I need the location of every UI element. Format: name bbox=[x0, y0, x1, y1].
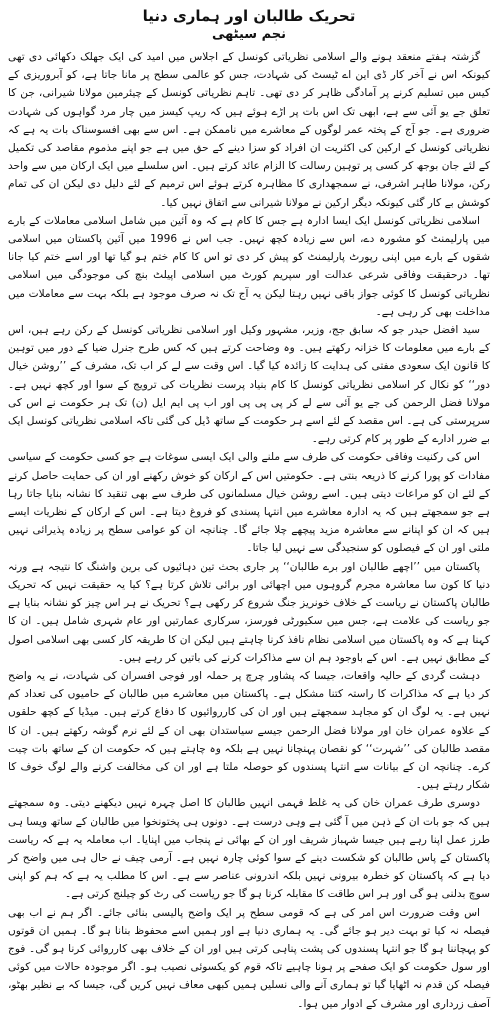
article-body bbox=[8, 48, 490, 1013]
paragraph: گزشتہ ہفتے منعقد ہونے والے اسلامی نظریاتی کونسل کے اجلاس میں امید کی ایک جھلک دکھائی دی تھی کیونکہ اس نے آخر کار ڈی این اے ٹیسٹ کی شہادت، جس کو عالمی سطح پر مانا جاتا ہے، کو آبروریزی کے کیس میں تسلیم کرنے پر آمادگی ظاہر کر دی تھی۔ تاہم نظریاتی کونسل کے چیئرمین مولانا شیرانی، جن کا تعلق جے یو آئی سے ہے، ابھی تک اس بات پر اڑے ہوئے ہیں کہ ریپ کیسز میں چار مرد گواہوں کی شہادت ضروری ہے۔ جو آج کے پختہ عمر لوگوں کے معاشرے میں ناممکن ہے۔ اس سے بھی افسوسناک بات یہ ہے کہ نظریاتی کونسل کے ارکین کی اکثریت ان افراد کو سزا دینے کے حق میں ہے جو اپنے مذموم مقاصد کی تکمیل کے لئے جان بوجھ کر کسی پر توہین رسالت کا الزام عائد کرتے ہیں۔ اس سلسلے میں ایک ارکان میں سے واحد رکن، مولانا طاہر اشرفی، نے سمجھداری کا مظاہرہ کرتے ہوئے اس ترمیم کے لئے دلیل دی لیکن ان کی تمام کوشش بے کار گئی کیونکہ دیگر ارکین نے مولانا شیرانی سے اتفاق نہیں کیا۔ bbox=[8, 51, 490, 209]
paragraph: دوسری طرف عمران خان کی یہ غلط فہمی انہیں طالبان کا اصل چہرہ نہیں دیکھنے دیتی۔ وہ سمجھتے ہیں کہ جو بات ان کے ذہن میں آ گئی ہے وہی درست ہے۔ دونوں ہی پختونخوا میں طالبان کے ساتھ ویسا ہی طرز عمل اپنا رہے ہیں جیسا شہباز شریف اور ان کے بھائی نے پنجاب میں اپنایا۔ اب معاملہ یہ ہے کہ ریاست پاکستان کے پاس طالبان کو شکست دینے کے سوا کوئی چارہ نہیں ہے۔ آرمی چیف نے حال ہی میں واضح کر دیا ہے کہ پاکستان کو خطرہ بیرونی نہیں بلکہ اندرونی عناصر سے ہے۔ اس کا مطلب یہ ہے کہ ہم کو اپنی سوچ بدلنی ہو گی اور ہر اس طاقت کا مقابلہ کرنا ہو گا جو ریاست کی رٹ کو چیلنج کرتی ہے۔ bbox=[8, 797, 490, 901]
paragraph: دہشت گردی کے حالیہ واقعات، جیسا کہ پشاور چرچ پر حملہ اور فوجی افسران کی شہادت، نے یہ واضح کر دیا ہے کہ مذاکرات کا راستہ کتنا مشکل ہے۔ پاکستان میں معاشرے میں طالبان کے حامیوں کی تعداد کم نہیں ہے۔ یہ لوگ ان کو مجاہد سمجھتے ہیں اور ان کی کارروائیوں کا دفاع کرتے ہیں۔ میڈیا کے کچھ حلقوں کے علاوہ عمران خان اور مولانا فضل الرحمن جیسے سیاستدان بھی ان کے لئے نرم گوشہ رکھتے ہیں۔ ان کا مقصد طالبان کی ’’شہرت‘‘ کو نقصان پہنچانا نہیں ہے بلکہ وہ چاہتے ہیں کہ حکومت ان کے ساتھ بات چیت کرے۔ چنانچہ ان کے بیانات سے انتہا پسندوں کو حوصلہ ملتا ہے اور ان کی مخالفت کرنے والے لوگ خوف کا شکار رہتے ہیں۔ bbox=[8, 669, 490, 792]
paragraph: پاکستان میں ’’اچھے طالبان اور برے طالبان‘‘ پر جاری بحث تین دہائیوں کی برین واشنگ کا نتیجہ ہے ورنہ دنیا کا کون سا معاشرہ مجرم گروہوں میں اچھائی اور برائی تلاش کرتا ہے؟ کیا یہ حقیقت نہیں کہ تحریک طالبان پاکستان نے ریاست کے خلاف خونریز جنگ شروع کر رکھی ہے؟ تحریک نے ہر اس چیز کو نشانہ بنایا ہے جو ریاست کی علامت ہے، جس میں سکیورٹی فورسز، سرکاری عمارتیں اور عام شہری شامل ہیں۔ ان کا کہنا ہے کہ وہ پاکستان میں اسلامی نظام نافذ کرنا چاہتے ہیں لیکن ان کا طریقہ کار کسی بھی اسلامی اصول کے مطابق نہیں ہے۔ اس کے باوجود ہم ان سے مذاکرات کرنے کی باتیں کر رہے ہیں۔ bbox=[8, 560, 490, 664]
paragraph: اسلامی نظریاتی کونسل ایک ایسا ادارہ ہے جس کا کام ہے کہ وہ آئین میں شامل اسلامی معاملات کے بارے میں پارلیمنٹ کو مشورہ دے، اس سے زیادہ کچھ نہیں۔ جب اس نے 1996 میں آئین پاکستان میں اسلامی شقوں کے بارے میں اپنی رپورٹ پارلیمنٹ کو پیش کر دی تو اس کا کام ختم ہو گیا تھا اور اسے ختم کیا جانا تھا۔ درحقیقت وفاقی شرعی عدالت اور سپریم کورٹ میں اسلامی اپیلٹ بنچ کی موجودگی میں اسلامی نظریاتی کونسل کا کوئی جواز باقی نہیں رہتا لیکن یہ آج تک نہ صرف موجود ہے بلکہ بہت سے معاملات میں مداخلت بھی کر رہی ہے۔ bbox=[8, 214, 490, 318]
paragraph: اس وقت ضرورت اس امر کی ہے کہ قومی سطح پر ایک واضح پالیسی بنائی جائے۔ اگر ہم نے اب بھی فیصلہ نہ کیا تو بہت دیر ہو جائے گی۔ یہ ہماری دنیا ہے اور ہمیں اسے محفوظ بنانا ہو گا۔ ہمیں ان قوتوں کو پہچاننا ہو گا جو انتہا پسندوں کی پشت پناہی کرتی ہیں اور ان کے خلاف بھی کارروائی کرنا ہو گی۔ فوج اور سول حکومت کو ایک صفحے پر ہونا چاہیے تاکہ قوم کو یکسوئی نصیب ہو۔ اگر موجودہ حالات میں کوئی فیصلہ کن قدم نہ اٹھایا گیا تو ہماری آنے والی نسلیں ہمیں کبھی معاف نہیں کریں گی، جیسا کہ بے نظیر بھٹو، آصف زرداری اور مشرف کے ادوار میں ہوا۔ bbox=[8, 906, 490, 1010]
paragraph: سید افضل حیدر جو کہ سابق جج، وزیر، مشہور وکیل اور اسلامی نظریاتی کونسل کے رکن رہے ہیں، اس کے بارے میں معلومات کا خزانہ رکھتے ہیں۔ وہ وضاحت کرتے ہیں کہ کس طرح جنرل ضیا کے دور میں توہین کا قانون ایک سعودی مفتی کی ہدایت کا زائدہ کیا گیا۔ اس وقت سے لے کر اب تک، مشرف کے ’’روشن خیال دور‘‘ کو نکال کر اسلامی نظریاتی کونسل کا کام بنیاد پرست نظریات کی ترویج کے سوا اور کچھ نہیں ہے۔ مولانا فضل الرحمن کی جے یو آئی سے لے کر پی پی پی اور اب پی ایم ایل (ن) تک ہر حکومت نے اس کی سرپرستی کی ہے۔ اس مقصد کے لئے اسے ہر حکومت کے ساتھ ڈیل کی گئی تاکہ اسلامی نظریاتی کونسل ایک بے ضرر ادارے کے طور پر کام کرتی رہے۔ bbox=[8, 324, 490, 446]
paragraph: اس کی رکنیت وفاقی حکومت کی طرف سے ملنے والی ایک ایسی سوغات ہے جو کسی حکومت کے سیاسی مفادات کو پورا کرنے کا ذریعہ بنتی ہے۔ حکومتیں اس کے ارکان کو خوش رکھنے اور ان کی حمایت حاصل کرنے کے لئے ان کو مراعات دیتی ہیں۔ اسے روشن خیال مسلمانوں کی طرف سے بھی تنقید کا نشانہ بنایا جاتا رہا ہے جو سمجھتے ہیں کہ یہ ادارہ معاشرے میں انتہا پسندی کو فروغ دیتا ہے۔ اس کے ارکان کے نظریات ایسے ہیں کہ ان کو اپنانے سے معاشرہ مزید پیچھے چلا جائے گا۔ چنانچہ ان کو عوامی سطح پر زیادہ پذیرائی نہیں ملتی اور ان کے فیصلوں کو سنجیدگی سے نہیں لیا جاتا۔ bbox=[8, 451, 490, 555]
author-name: نجم سیٹھی bbox=[211, 27, 287, 42]
article-title: تحریک طالبان اور ہماری دنیا bbox=[142, 7, 356, 25]
column-header bbox=[8, 6, 490, 44]
